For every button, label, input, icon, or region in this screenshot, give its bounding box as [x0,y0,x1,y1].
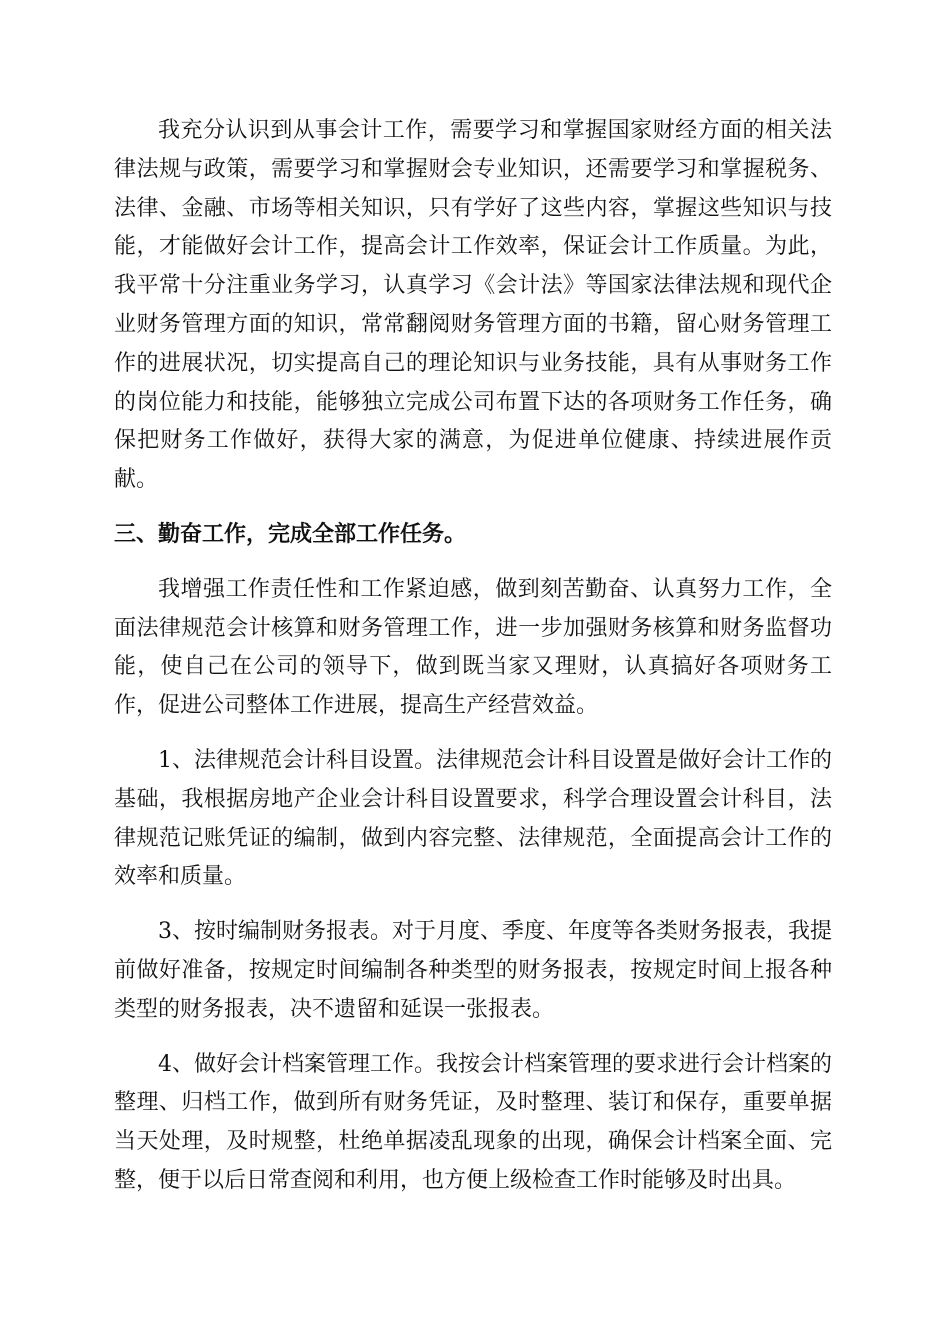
document-page [114,112,832,1201]
section-heading: 三、勤奋工作，完成全部工作任务。 [114,521,467,547]
list-item-account-setup: 1、法律规范会计科目设置。法律规范会计科目设置是做好会计工作的基础，我根据房地产企业会计科目设置要求，科学合理设置会计科目，法律规范记账凭证的编制，做到内容完整、法律规范，全面提高会计工作的效率和质量。 [114,747,832,890]
body-paragraph-diligence: 我增强工作责任性和工作紧迫感，做到刻苦勤奋、认真努力工作，全面法律规范会计核算和财务管理工作，进一步加强财务核算和财务监督功能，使自己在公司的领导下，做到既当家又理财，认真搞好各项财务工作，促进公司整体工作进展，提高生产经营效益。 [114,576,832,719]
body-paragraph-study: 我充分认识到从事会计工作，需要学习和掌握国家财经方面的相关法律法规与政策，需要学习和掌握财会专业知识，还需要学习和掌握税务、法律、金融、市场等相关知识，只有学好了这些内容，掌握这些知识与技能，才能做好会计工作，提高会计工作效率，保证会计工作质量。为此，我平常十分注重业务学习，认真学习《会计法》等国家法律法规和现代企业财务管理方面的知识，常常翻阅财务管理方面的书籍，留心财务管理工作的进展状况，切实提高自己的理论知识与业务技能，具有从事财务工作的岗位能力和技能，能够独立完成公司布置下达的各项财务工作任务，确保把财务工作做好，获得大家的满意，为促进单位健康、持续进展作贡献。 [114,118,832,493]
list-item-financial-reports: 3、按时编制财务报表。对于月度、季度、年度等各类财务报表，我提前做好准备，按规定时间编制各种类型的财务报表，按规定时间上报各种类型的财务报表，决不遗留和延误一张报表。 [114,919,832,1022]
list-item-archive-management: 4、做好会计档案管理工作。我按会计档案管理的要求进行会计档案的整理、归档工作，做到所有财务凭证，及时整理、装订和保存，重要单据当天处理，及时规整，杜绝单据凌乱现象的出现，确保会计档案全面、完整，便于以后日常查阅和利用，也方便上级检查工作时能够及时出具。 [114,1051,832,1193]
